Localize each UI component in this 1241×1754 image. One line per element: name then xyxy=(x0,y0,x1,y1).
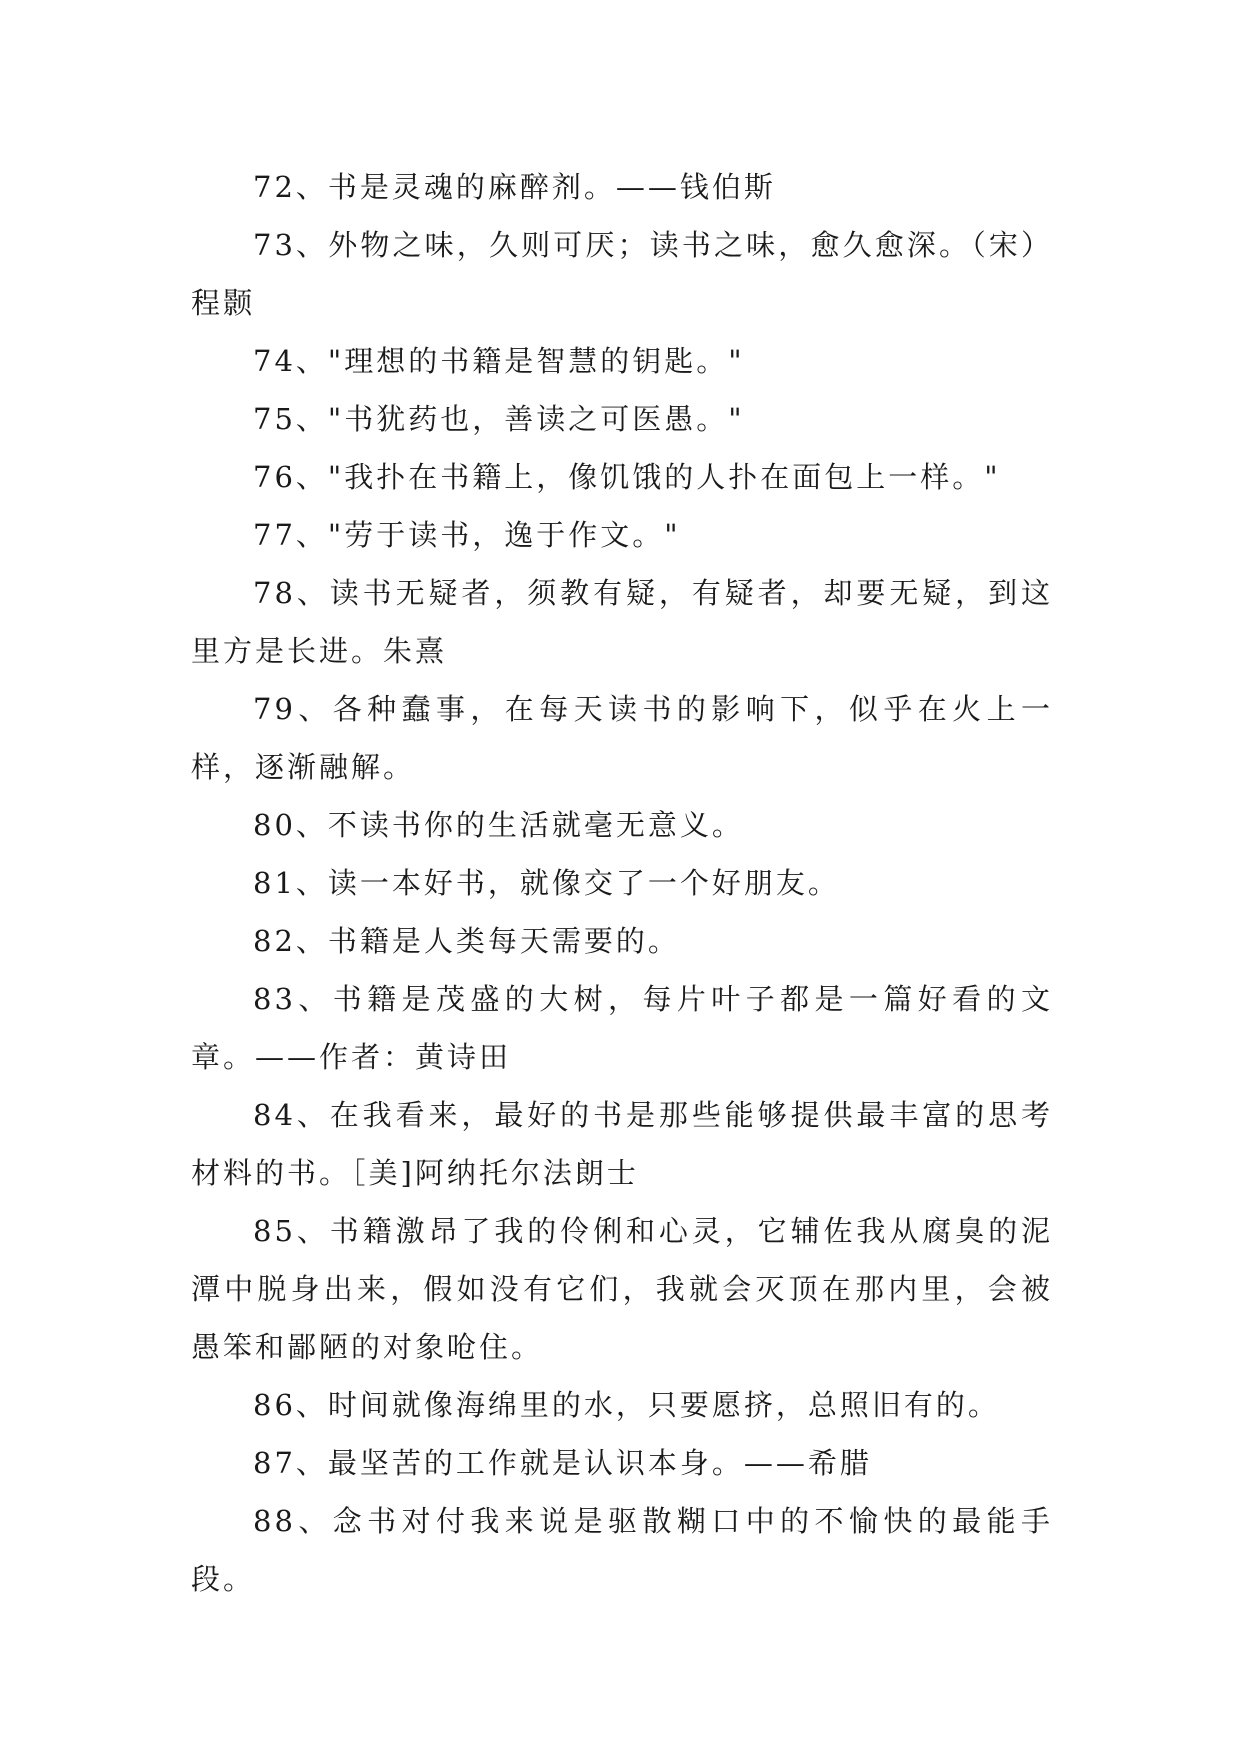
quote-paragraph-77: 77、"劳于读书，逸于作文。" xyxy=(253,518,681,552)
quote-paragraph-84: 84、在我看来，最好的书是那些能够提供最丰富的思考材料的书。［美]阿纳托尔法朗士 xyxy=(191,1098,1053,1190)
quote-paragraph-88: 88、念书对付我来说是驱散糊口中的不愉快的最能手段。 xyxy=(191,1504,1053,1596)
quote-paragraph-78: 78、读书无疑者，须教有疑，有疑者，却要无疑，到这里方是长进。朱熹 xyxy=(191,576,1053,668)
quote-paragraph-74: 74、"理想的书籍是智慧的钥匙。" xyxy=(253,344,745,378)
quote-paragraph-86: 86、时间就像海绵里的水，只要愿挤，总照旧有的。 xyxy=(253,1388,1000,1422)
quote-paragraph-73: 73、外物之味，久则可厌；读书之味，愈久愈深。（宋）程颢 xyxy=(191,228,1053,320)
quote-paragraph-80: 80、不读书你的生活就毫无意义。 xyxy=(253,808,744,842)
quote-paragraph-85: 85、书籍激昂了我的伶俐和心灵，它辅佐我从腐臭的泥潭中脱身出来，假如没有它们，我就会灭顶在那内里，会被愚笨和鄙陋的对象呛住。 xyxy=(191,1214,1053,1364)
quote-paragraph-87: 87、最坚苦的工作就是认识本身。——希腊 xyxy=(253,1446,872,1480)
quote-paragraph-81: 81、读一本好书，就像交了一个好朋友。 xyxy=(253,866,840,900)
quote-paragraph-72: 72、书是灵魂的麻醉剂。——钱伯斯 xyxy=(253,170,776,204)
quote-paragraph-75: 75、"书犹药也，善读之可医愚。" xyxy=(253,402,745,436)
document-body xyxy=(191,158,1053,1608)
quote-paragraph-83: 83、书籍是茂盛的大树，每片叶子都是一篇好看的文章。——作者：黄诗田 xyxy=(191,982,1053,1074)
quote-paragraph-82: 82、书籍是人类每天需要的。 xyxy=(253,924,680,958)
quote-paragraph-76: 76、"我扑在书籍上，像饥饿的人扑在面包上一样。" xyxy=(253,460,1001,494)
quote-paragraph-79: 79、各种蠢事，在每天读书的影响下，似乎在火上一样，逐渐融解。 xyxy=(191,692,1053,784)
